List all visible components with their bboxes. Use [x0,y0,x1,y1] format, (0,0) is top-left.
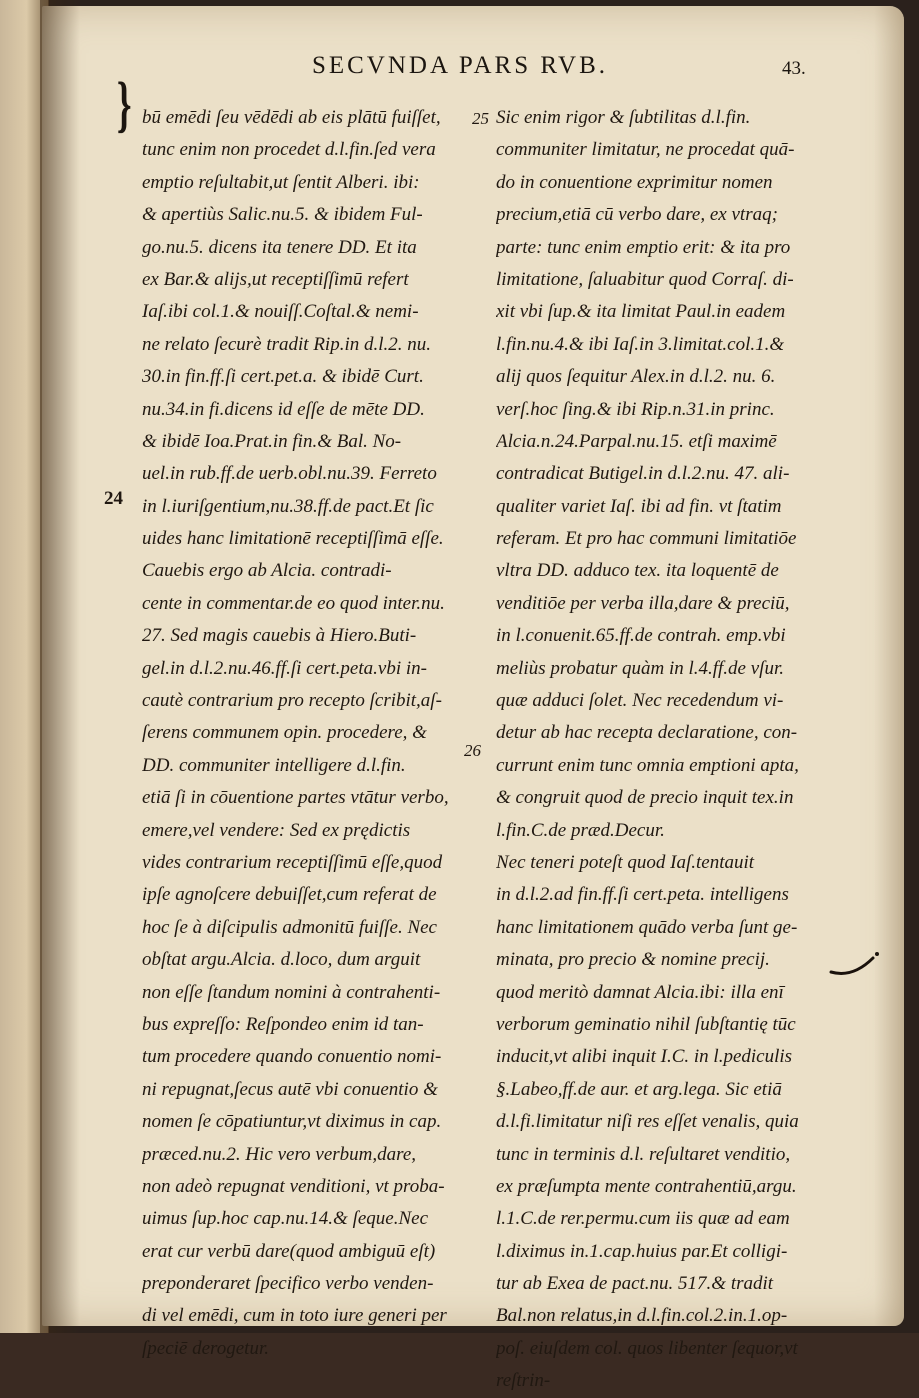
left-column-line: ex Bar.& alijs,ut receptiſſimū refert [142,268,409,290]
right-column-line: l.fin.C.de præd.Decur. [496,819,665,841]
right-column-line: hanc limitationem quādo verba ſunt ge- [496,916,798,938]
right-column-line: parte: tunc enim emptio erit: & ita pro [496,236,791,258]
left-column-line: nomen ſe cōpatiuntur,vt diximus in cap. [142,1111,442,1133]
right-column-line: reſtrin- [496,1370,551,1392]
right-column-line: poſ. eiuſdem col. quos libenter ſequor,vt [496,1337,798,1359]
margin-note-26: 26 [464,741,481,760]
right-column-line: do in conuentione exprimitur nomen [496,171,773,193]
left-column-line: ne relato ſecurè tradit Rip.in d.l.2. nu. [142,333,432,355]
left-column-line: ni repugnat,ſecus autē vbi conuentio & [142,1078,438,1100]
left-column-line: Iaſ.ibi col.1.& nouiſſ.Coſtal.& nemi- [142,301,419,323]
right-column-line: l.fin.nu.4.& ibi Iaſ.in 3.limitat.col.1.& [496,333,785,355]
right-column-line: l.1.C.de rer.permu.cum iis quæ ad eam [496,1208,790,1230]
margin-note-24: 24 [104,488,123,509]
left-column-line: 27. Sed magis cauebis à Hiero.Buti- [142,625,417,647]
right-column-line: verſ.hoc ſing.& ibi Rip.n.31.in princ. [496,398,775,420]
margin-note-25: 25 [472,109,489,128]
right-column-line: l.diximus in.1.cap.huius par.Et colligi- [496,1240,788,1262]
right-column-line: §.Labeo,ff.de aur. et arg.lega. Sic etiā [496,1078,782,1100]
left-column-line: bus expreſſo: Reſpondeo enim id tan- [142,1013,424,1035]
right-column-line: verborum geminatio nihil ſubſtantię tūc [496,1013,796,1035]
page-header [42,52,904,86]
left-column-line: di vel emēdi, cum in toto iure generi per [142,1305,447,1327]
right-column-line: tur ab Exea de pact.nu. 517.& tradit [496,1273,774,1295]
right-column-line: limitatione, ſaluabitur quod Corraſ. di- [496,268,794,290]
right-column-line: & congruit quod de precio inquit tex.in [496,787,794,809]
left-column-line: præced.nu.2. Hic vero verbum,dare, [142,1143,417,1165]
left-column-line: gel.in d.l.2.nu.46.ff.ſi cert.peta.vbi in- [142,657,427,679]
right-column-line: inducit,vt alibi inquit I.C. in l.pediculis [496,1046,793,1068]
left-column-line: cautè contrarium pro recepto ſcribit,aſ- [142,690,442,712]
left-column-line: Cauebis ergo ab Alcia. contradi- [142,560,392,582]
left-column-line: erat cur verbū dare(quod ambiguū eſt) [142,1240,436,1262]
right-column-line: vltra DD. adduco tex. ita loquentē de [496,560,779,582]
left-column-line: uel.in rub.ff.de uerb.obl.nu.39. Ferreto [142,463,437,485]
right-column-line: d.l.fi.limitatur niſi res eſſet venalis, quia [496,1111,799,1133]
left-column-line: DD. communiter intelligere d.l.fin. [142,754,406,776]
right-column-line: xit vbi ſup.& ita limitat Paul.in eadem [496,301,786,323]
left-column-line: in l.iuriſgentium,nu.38.ff.de pact.Et ſic [142,495,434,517]
marginal-bracket: } [116,71,132,139]
right-column-line: tunc in terminis d.l. reſultaret venditio, [496,1143,791,1165]
left-column-line: tum procedere quando conuentio nomi- [142,1046,442,1068]
left-column-line: & apertiùs Salic.nu.5. & ibidem Ful- [142,204,423,226]
right-column-line: communiter limitatur, ne procedat quā- [496,139,795,161]
right-column-line: precium,etiā cū verbo dare, ex vtraq; [496,204,778,226]
right-column-line: quod meritò damnat Alcia.ibi: illa enī [496,981,784,1003]
right-column-line: Bal.non relatus,in d.l.fin.col.2.in.1.op- [496,1305,788,1327]
left-column-line: non adeò repugnat venditioni, vt proba- [142,1175,445,1197]
right-column-line: venditiōe per verba illa,dare & preciū, [496,592,790,614]
right-column [496,102,836,1398]
right-column-line: Alcia.n.24.Parpal.nu.15. etſi maximē [496,430,777,452]
book-page [42,6,904,1392]
pen-mark [827,946,887,986]
right-column-line: qualiter variet Iaſ. ibi ad fin. vt ſtatim [496,495,782,517]
right-column-line: detur ab hac recepta declaratione, con- [496,722,798,744]
left-column-line: nu.34.in fi.dicens id eſſe de mēte DD. [142,398,425,420]
right-column-line: contradicat Butigel.in d.l.2.nu. 47. ali- [496,463,790,485]
left-column-line: go.nu.5. dicens ita tenere DD. Et ita [142,236,417,258]
left-column-line: 30.in fin.ff.ſi cert.pet.a. & ibidē Curt. [142,366,424,388]
right-column-line: Sic enim rigor & ſubtilitas d.l.fin. [496,107,751,128]
left-column-line: uides hanc limitationē receptiſſimā eſſe. [142,528,444,550]
right-column-line: ex præſumpta mente contrahentiū,argu. [496,1175,797,1197]
left-column-line: vides contrarium receptiſſimū eſſe,quod [142,851,443,873]
left-column-line: bū emēdi ſeu vēdēdi ab eis plātū fuiſſet, [142,107,441,128]
page-number: 43. [782,58,806,79]
right-column-line: referam. Et pro hac communi limitatiōe [496,528,797,550]
left-column-line: ipſe agnoſcere debuiſſet,cum referat de [142,884,437,906]
left-column-line: etiā ſi in cōuentione partes vtātur verbo, [142,787,449,809]
right-column-line: alij quos ſequitur Alex.in d.l.2. nu. 6. [496,366,776,388]
left-column-line: emptio reſultabit,ut ſentit Alberi. ibi: [142,171,420,193]
left-column-line: emere,vel vendere: Sed ex prędictis [142,819,411,841]
left-column-line: ſpeciē derogetur. [142,1337,269,1359]
right-column-line: minata, pro precio & nomine precij. [496,949,770,971]
left-column-line: cente in commentar.de eo quod inter.nu. [142,592,445,614]
right-column-line: Nec teneri poteſt quod Iaſ.tentauit [496,851,755,873]
right-column-line: in d.l.2.ad fin.ff.ſi cert.peta. intelligens [496,884,789,906]
left-column-line: hoc ſe à diſcipulis admonitū fuiſſe. Nec [142,916,437,938]
left-column-line: non eſſe ſtandum nomini à contrahenti- [142,981,441,1003]
left-column-line: tunc enim non procedet d.l.fin.ſed vera [142,139,436,161]
left-column-line: ſerens communem opin. procedere, & [142,722,427,744]
right-column-line: quæ adduci ſolet. Nec recedendum vi- [496,690,784,712]
running-head: SECVNDA PARS RVB. [311,52,609,79]
left-column-line: & ibidē Ioa.Prat.in fin.& Bal. No- [142,430,402,452]
left-column-line: preponderaret ſpecifico verbo venden- [142,1273,434,1295]
left-column-line: obſtat argu.Alcia. d.loco, dum arguit [142,949,421,971]
left-column [142,102,472,1365]
right-column-line: meliùs probatur quàm in l.4.ff.de vſur. [496,657,784,679]
right-column-line: in l.conuenit.65.ff.de contrah. emp.vbi [496,625,786,647]
right-column-line: currunt enim tunc omnia emptioni apta, [496,754,799,776]
left-column-line: uimus ſup.hoc cap.nu.14.& ſeque.Nec [142,1208,429,1230]
